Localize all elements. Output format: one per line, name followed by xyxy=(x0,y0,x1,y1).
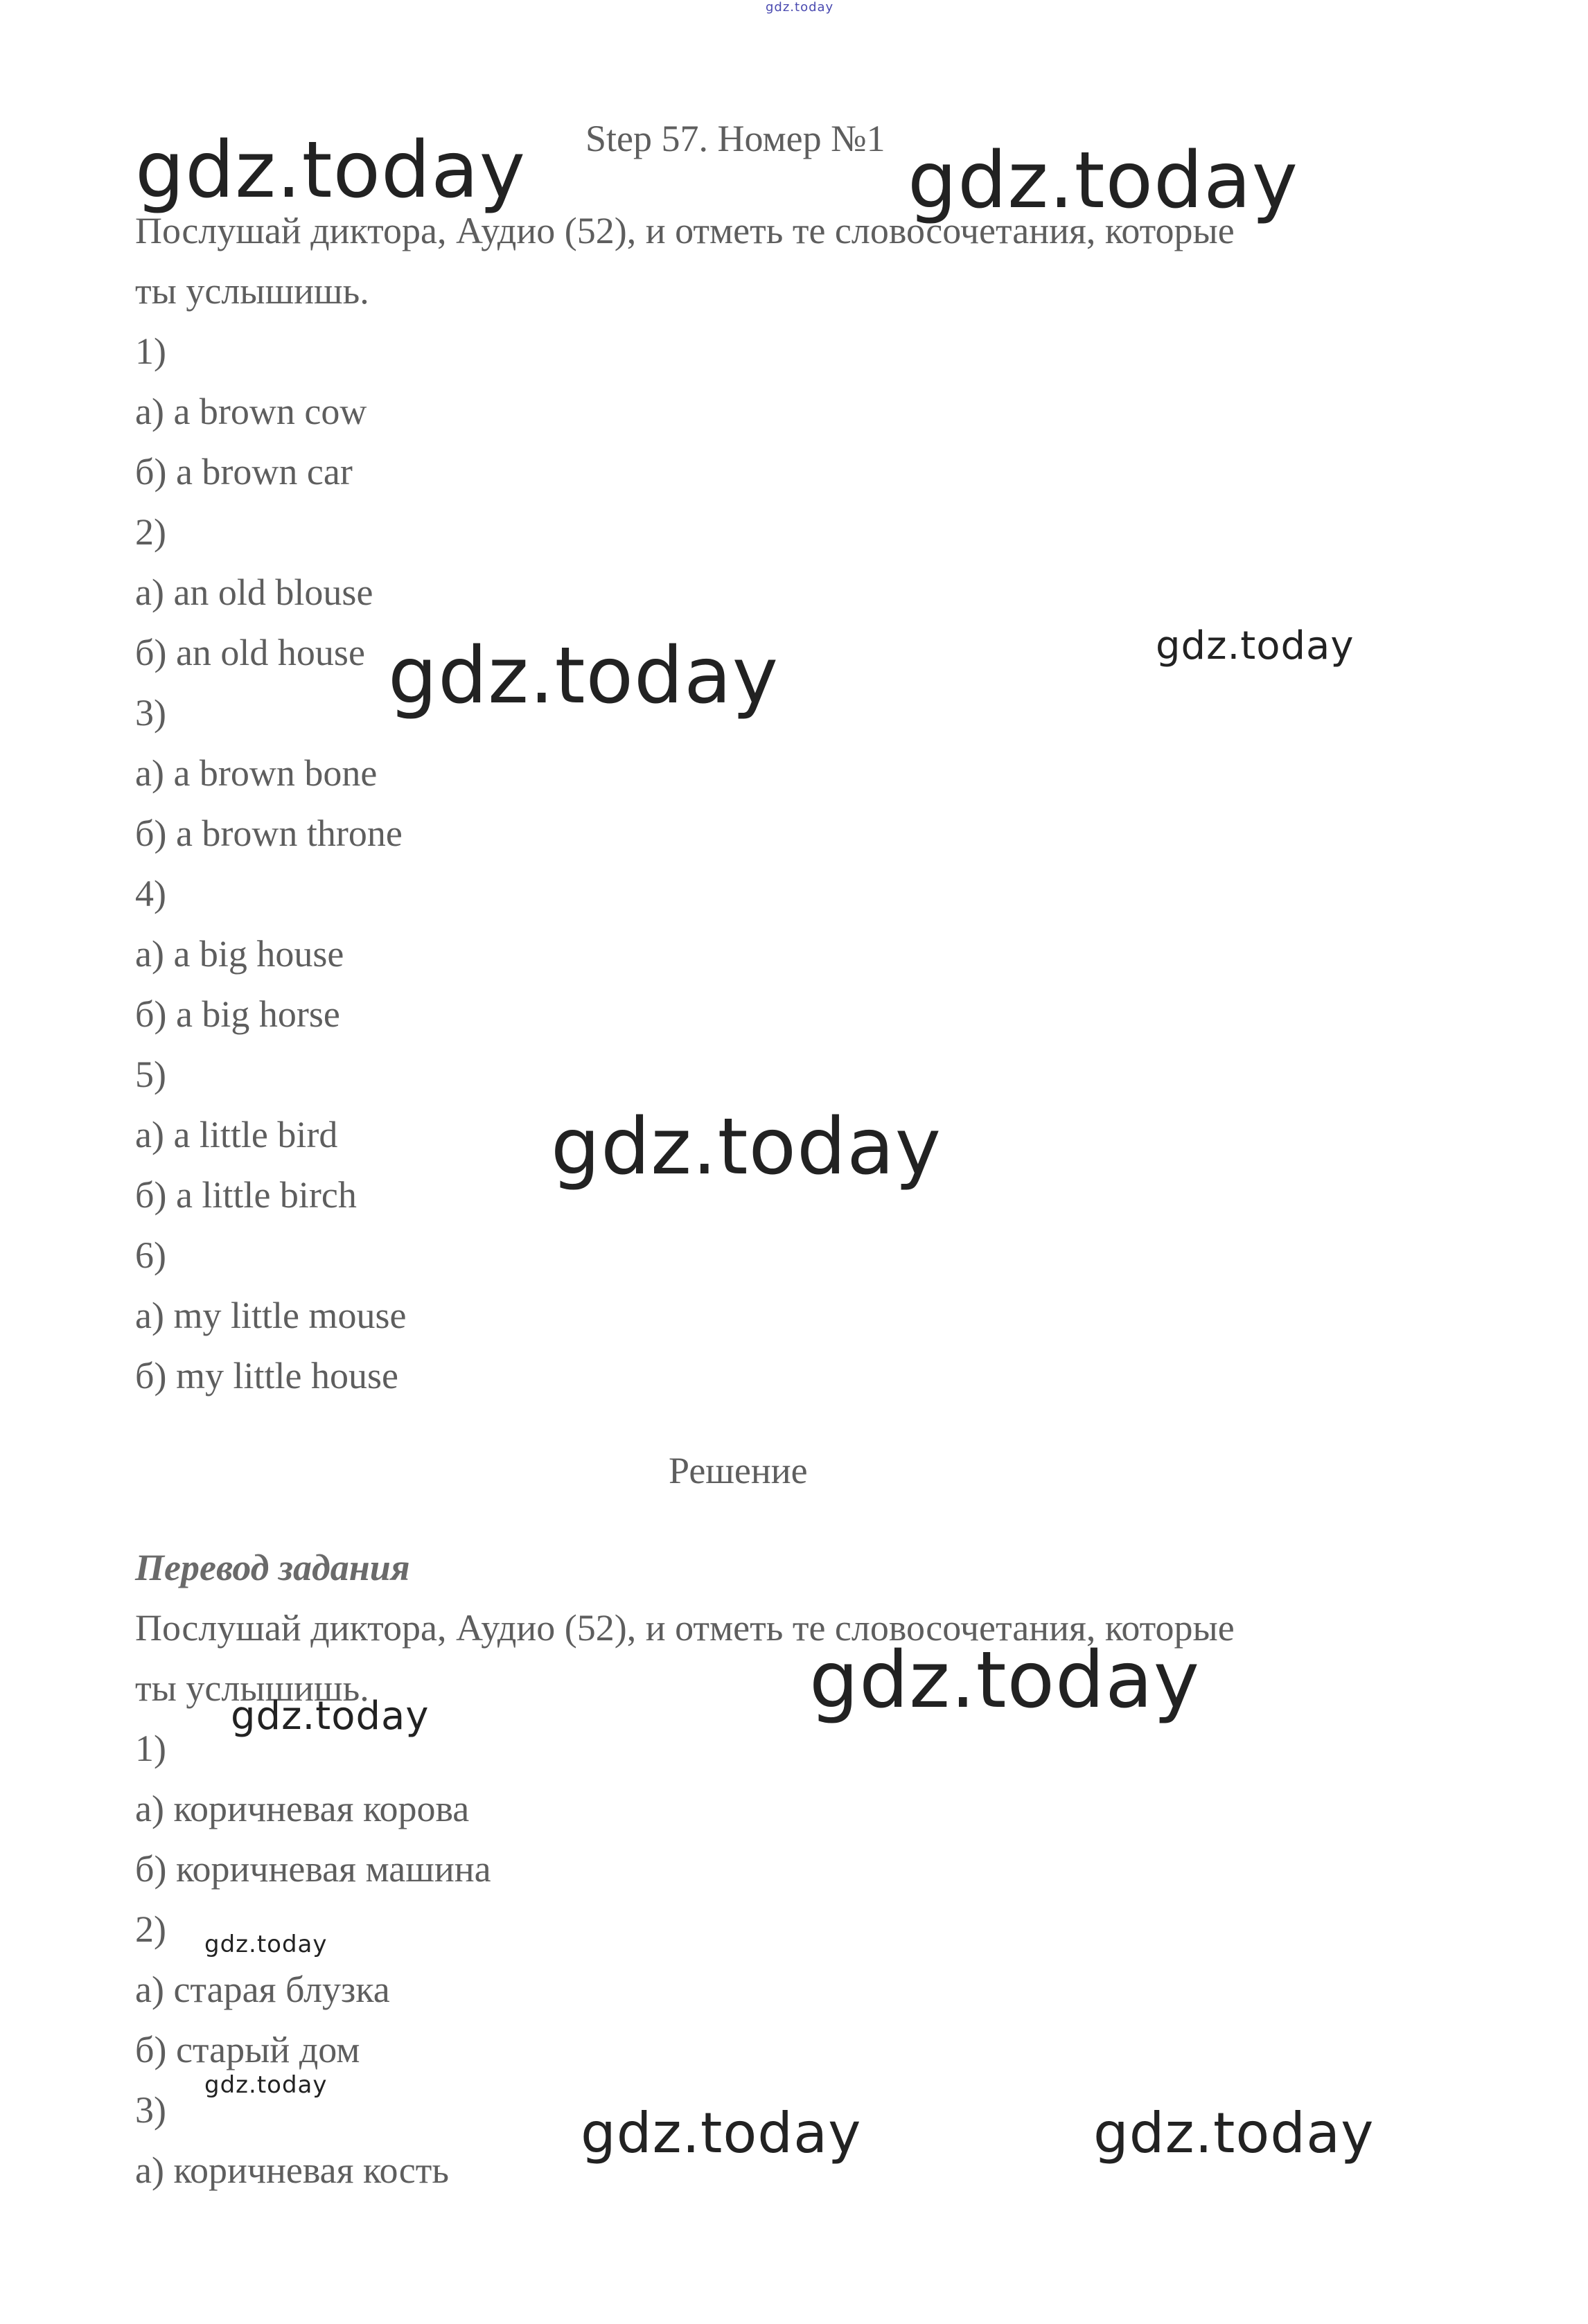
watermark: gdz.today xyxy=(809,1635,1201,1726)
solution-instruction-line2: ты услышишь. xyxy=(135,1667,369,1709)
task-item: б) a big horse xyxy=(135,993,340,1035)
task-item: б) my little house xyxy=(135,1355,398,1396)
watermark: gdz.today xyxy=(581,2101,862,2165)
solution-item: а) коричневая кость xyxy=(135,2149,449,2191)
watermark: gdz.today xyxy=(1156,623,1355,668)
solution-title: Решение xyxy=(669,1450,808,1491)
watermark: gdz.today xyxy=(204,2071,328,2099)
task-item: б) a little birch xyxy=(135,1174,357,1216)
solution-item: б) старый дом xyxy=(135,2029,360,2070)
task-item: б) a brown car xyxy=(135,451,353,493)
page-title: Step 57. Номер №1 xyxy=(585,118,885,159)
watermark: gdz.today xyxy=(231,1694,430,1739)
watermark: gdz.today xyxy=(204,1931,328,1958)
task-item: 2) xyxy=(135,511,166,553)
task-item: а) a brown cow xyxy=(135,391,367,432)
solution-item: а) старая блузка xyxy=(135,1969,390,2010)
solution-instruction-line1: Послушай диктора, Аудио (52), и отметь те словосочетания, которые xyxy=(135,1607,1235,1649)
solution-item: 2) xyxy=(135,1908,166,1950)
translation-heading: Перевод задания xyxy=(135,1547,410,1588)
task-instruction-line1: Послушай диктора, Аудио (52), и отметь те словосочетания, которые xyxy=(135,210,1235,251)
task-item: б) an old house xyxy=(135,632,365,673)
task-item: 3) xyxy=(135,692,166,734)
task-item: а) a big house xyxy=(135,933,344,975)
watermark: gdz.today xyxy=(388,631,779,721)
task-item: 1) xyxy=(135,330,166,372)
task-item: 4) xyxy=(135,873,166,914)
task-instruction-line2: ты услышишь. xyxy=(135,270,369,312)
watermark: gdz.today xyxy=(551,1102,942,1192)
task-item: а) a brown bone xyxy=(135,752,378,794)
solution-item: а) коричневая корова xyxy=(135,1788,470,1829)
solution-item: 1) xyxy=(135,1728,166,1769)
watermark: gdz.today xyxy=(908,136,1299,226)
top-watermark: gdz.today xyxy=(766,0,834,15)
solution-item: б) коричневая машина xyxy=(135,1848,491,1890)
task-item: а) a little bird xyxy=(135,1114,338,1155)
task-item: а) an old blouse xyxy=(135,571,373,613)
watermark: gdz.today xyxy=(1093,2101,1375,2165)
solution-item: 3) xyxy=(135,2089,166,2131)
task-item: 6) xyxy=(135,1234,166,1276)
watermark: gdz.today xyxy=(135,125,527,215)
task-item: б) a brown throne xyxy=(135,813,403,854)
task-item: 5) xyxy=(135,1054,166,1095)
task-item: а) my little mouse xyxy=(135,1295,407,1336)
